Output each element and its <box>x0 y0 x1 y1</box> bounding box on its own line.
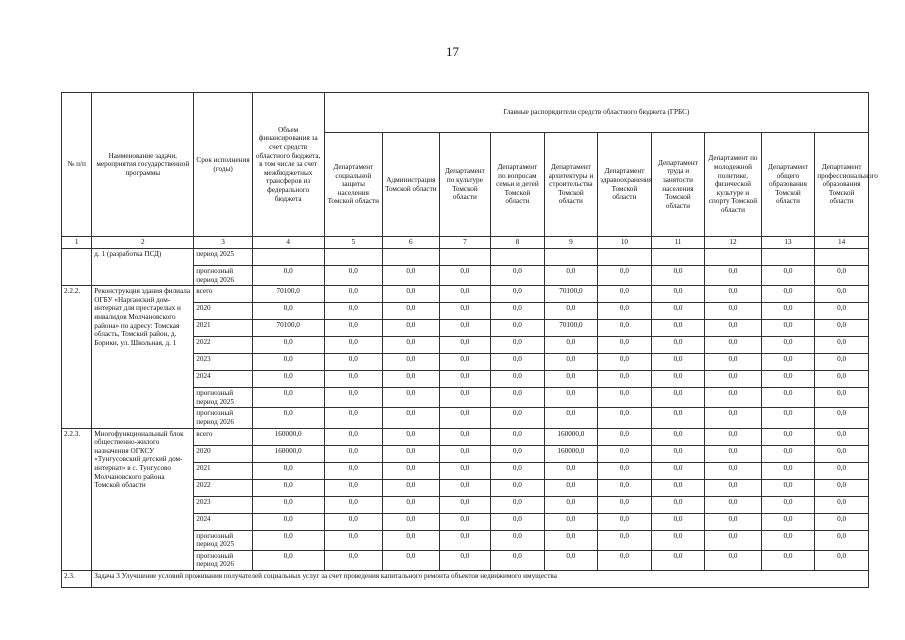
header-volume: Объем финансирования за счет средств областного бюджета, в том числе за счет межбюджетных трансферов из федерального бюджета <box>252 93 324 237</box>
row-value: 0,0 <box>705 530 762 550</box>
row-value: 0,0 <box>705 496 762 513</box>
header-grbs-2: Администрация Томской области <box>383 133 440 237</box>
row-value: 0,0 <box>598 462 652 479</box>
row-period: 2024 <box>194 371 253 388</box>
row-value: 0,0 <box>761 445 815 462</box>
row-value: 0,0 <box>761 388 815 408</box>
row-period: 2021 <box>194 462 253 479</box>
row-value: 0,0 <box>651 513 705 530</box>
row-value: 0,0 <box>815 303 869 320</box>
row-value: 0,0 <box>598 388 652 408</box>
row-value: 0,0 <box>598 266 652 286</box>
table-row <box>62 249 869 266</box>
row-name: Многофункциональный блок общественно-жилого назначения ОГКСУ «Тунгусовский детский дом-интернат» в с. Тунгусово Молчановского района Томской области <box>92 428 194 570</box>
row-value: 0,0 <box>761 496 815 513</box>
row-value <box>252 249 324 266</box>
row-value: 0,0 <box>761 320 815 337</box>
task-row <box>62 570 869 587</box>
row-value: 0,0 <box>324 408 383 428</box>
row-value: 0,0 <box>491 445 545 462</box>
row-value: 0,0 <box>651 496 705 513</box>
row-value: 0,0 <box>815 408 869 428</box>
row-value: 0,0 <box>544 337 598 354</box>
row-value: 0,0 <box>383 303 440 320</box>
row-value: 0,0 <box>815 530 869 550</box>
column-number: 9 <box>544 237 598 249</box>
row-value: 0,0 <box>252 371 324 388</box>
row-period: 2024 <box>194 513 253 530</box>
row-value: 0,0 <box>439 266 491 286</box>
row-value: 0,0 <box>252 408 324 428</box>
row-value: 0,0 <box>439 550 491 570</box>
row-value: 0,0 <box>324 550 383 570</box>
row-value: 0,0 <box>324 530 383 550</box>
row-value: 0,0 <box>324 354 383 371</box>
column-number: 3 <box>194 237 253 249</box>
row-value: 0,0 <box>544 371 598 388</box>
page-number: 17 <box>446 44 459 59</box>
row-value: 0,0 <box>439 354 491 371</box>
row-value: 0,0 <box>252 266 324 286</box>
row-value: 0,0 <box>705 337 762 354</box>
row-value: 0,0 <box>651 479 705 496</box>
row-value: 0,0 <box>815 354 869 371</box>
budget-table <box>61 92 878 588</box>
row-value: 160000,0 <box>544 428 598 445</box>
row-value: 0,0 <box>815 388 869 408</box>
header-grbs-6: Департамент здравоохранения Томской области <box>598 133 652 237</box>
row-value: 0,0 <box>491 266 545 286</box>
column-number: 8 <box>491 237 545 249</box>
row-value: 0,0 <box>651 354 705 371</box>
row-value: 0,0 <box>815 320 869 337</box>
row-value: 0,0 <box>544 550 598 570</box>
row-value: 0,0 <box>705 408 762 428</box>
column-number: 11 <box>651 237 705 249</box>
row-value: 0,0 <box>491 428 545 445</box>
row-period: 2023 <box>194 496 253 513</box>
row-value: 0,0 <box>761 408 815 428</box>
row-value: 0,0 <box>761 479 815 496</box>
row-value: 0,0 <box>598 513 652 530</box>
row-period: 2022 <box>194 337 253 354</box>
row-value: 0,0 <box>761 462 815 479</box>
row-value: 0,0 <box>544 408 598 428</box>
row-value: 0,0 <box>544 354 598 371</box>
row-value: 0,0 <box>815 479 869 496</box>
row-value <box>815 249 869 266</box>
row-value: 0,0 <box>598 530 652 550</box>
row-value: 0,0 <box>383 388 440 408</box>
row-value: 160000,0 <box>252 445 324 462</box>
row-value: 70100,0 <box>252 320 324 337</box>
row-value: 0,0 <box>439 462 491 479</box>
row-value: 0,0 <box>324 266 383 286</box>
row-value: 0,0 <box>761 337 815 354</box>
row-value: 0,0 <box>324 445 383 462</box>
row-value: 0,0 <box>383 496 440 513</box>
column-number: 10 <box>598 237 652 249</box>
header-num: № п/п <box>62 93 92 237</box>
row-value: 0,0 <box>598 303 652 320</box>
row-value: 0,0 <box>324 303 383 320</box>
column-number: 1 <box>62 237 92 249</box>
row-value: 0,0 <box>761 530 815 550</box>
row-name: Реконструкция здания филиала ОГБУ «Нарганский дом-интернат для престарелых и инвалидов Молчановского района» по адресу: Томская область, Томский район, д. Борики, ул. Школьная, д. 1 <box>92 286 194 428</box>
row-value: 160000,0 <box>252 428 324 445</box>
row-value: 0,0 <box>544 462 598 479</box>
row-value: 0,0 <box>439 428 491 445</box>
row-value: 0,0 <box>651 408 705 428</box>
row-value: 0,0 <box>383 530 440 550</box>
row-value: 0,0 <box>598 550 652 570</box>
row-period: период 2025 <box>194 249 253 266</box>
row-value: 0,0 <box>439 479 491 496</box>
row-value: 0,0 <box>598 479 652 496</box>
row-value <box>324 249 383 266</box>
row-value: 0,0 <box>705 320 762 337</box>
row-value: 0,0 <box>815 496 869 513</box>
header-grbs-8: Департамент по молодежной политике, физической культуре и спорту Томской области <box>705 133 762 237</box>
row-value: 0,0 <box>761 354 815 371</box>
row-period: прогнозный период 2025 <box>194 388 253 408</box>
row-value: 0,0 <box>544 530 598 550</box>
row-value: 0,0 <box>439 320 491 337</box>
row-value: 0,0 <box>324 388 383 408</box>
row-value: 0,0 <box>439 445 491 462</box>
row-value <box>651 249 705 266</box>
row-value: 0,0 <box>705 550 762 570</box>
row-value: 0,0 <box>651 337 705 354</box>
row-value: 0,0 <box>761 550 815 570</box>
row-value: 0,0 <box>705 371 762 388</box>
row-value: 70100,0 <box>544 286 598 303</box>
row-value: 0,0 <box>598 408 652 428</box>
row-value <box>705 249 762 266</box>
row-value: 0,0 <box>324 337 383 354</box>
row-value: 0,0 <box>815 428 869 445</box>
row-value: 0,0 <box>815 371 869 388</box>
row-value: 0,0 <box>324 496 383 513</box>
row-value: 0,0 <box>815 462 869 479</box>
row-value: 0,0 <box>761 513 815 530</box>
row-period: 2020 <box>194 445 253 462</box>
row-value: 0,0 <box>651 303 705 320</box>
row-value: 0,0 <box>598 354 652 371</box>
row-value: 0,0 <box>544 266 598 286</box>
row-value: 0,0 <box>383 286 440 303</box>
row-value: 0,0 <box>705 479 762 496</box>
row-value: 0,0 <box>651 320 705 337</box>
row-value: 0,0 <box>544 388 598 408</box>
row-value: 0,0 <box>252 303 324 320</box>
row-value: 0,0 <box>651 550 705 570</box>
row-value: 0,0 <box>761 303 815 320</box>
row-value: 0,0 <box>598 371 652 388</box>
row-value: 0,0 <box>815 445 869 462</box>
column-number: 2 <box>92 237 194 249</box>
row-value: 0,0 <box>439 337 491 354</box>
row-value: 0,0 <box>383 408 440 428</box>
row-value: 0,0 <box>439 513 491 530</box>
row-value: 0,0 <box>651 445 705 462</box>
row-value: 0,0 <box>491 354 545 371</box>
row-value <box>544 249 598 266</box>
row-value: 0,0 <box>705 445 762 462</box>
header-period: Срок исполнения (годы) <box>194 93 253 237</box>
row-period: прогнозный период 2026 <box>194 266 253 286</box>
row-value: 0,0 <box>252 530 324 550</box>
row-value: 0,0 <box>761 286 815 303</box>
row-value: 0,0 <box>252 388 324 408</box>
row-period: 2020 <box>194 303 253 320</box>
row-period: всего <box>194 286 253 303</box>
row-value: 0,0 <box>651 388 705 408</box>
row-period: всего <box>194 428 253 445</box>
header-grbs-9: Департамент общего образования Томской области <box>761 133 815 237</box>
row-value: 0,0 <box>491 388 545 408</box>
row-value: 0,0 <box>544 513 598 530</box>
row-value: 0,0 <box>761 266 815 286</box>
table-row <box>62 286 869 303</box>
row-value: 0,0 <box>705 266 762 286</box>
row-value: 0,0 <box>491 337 545 354</box>
row-value: 0,0 <box>383 266 440 286</box>
row-value: 0,0 <box>491 550 545 570</box>
row-value: 0,0 <box>544 303 598 320</box>
row-value: 0,0 <box>383 462 440 479</box>
row-value: 0,0 <box>324 479 383 496</box>
header-grbs-3: Департамент по культуре Томской области <box>439 133 491 237</box>
row-value: 0,0 <box>252 496 324 513</box>
row-period: прогнозный период 2026 <box>194 550 253 570</box>
row-value: 0,0 <box>383 371 440 388</box>
row-value: 0,0 <box>544 479 598 496</box>
row-value: 0,0 <box>815 266 869 286</box>
row-value: 0,0 <box>815 550 869 570</box>
row-value: 0,0 <box>491 496 545 513</box>
row-value: 0,0 <box>324 371 383 388</box>
row-value: 0,0 <box>598 496 652 513</box>
header-grbs-1: Департамент социальной защиты населения Томской области <box>324 133 383 237</box>
row-value: 0,0 <box>383 320 440 337</box>
header-grbs-7: Департамент труда и занятости населения Томской области <box>651 133 705 237</box>
row-value: 0,0 <box>252 337 324 354</box>
row-value: 0,0 <box>439 408 491 428</box>
column-number: 13 <box>761 237 815 249</box>
row-value: 0,0 <box>705 388 762 408</box>
row-value: 0,0 <box>252 354 324 371</box>
row-value: 0,0 <box>383 354 440 371</box>
header-grbs-5: Департамент архитектуры и строительства Томской области <box>544 133 598 237</box>
row-number: 2.2.3. <box>62 428 92 570</box>
row-value <box>761 249 815 266</box>
row-value: 0,0 <box>651 266 705 286</box>
row-value: 0,0 <box>544 496 598 513</box>
row-number <box>62 249 92 286</box>
row-value: 0,0 <box>651 371 705 388</box>
row-value: 0,0 <box>651 286 705 303</box>
row-value: 0,0 <box>705 428 762 445</box>
row-value: 0,0 <box>705 354 762 371</box>
task-text: Задача 3 Улучшение условий проживания получателей социальных услуг за счет проведения капитального ремонта объектов недвижимого имущества <box>92 570 869 587</box>
row-value: 0,0 <box>598 320 652 337</box>
row-value: 0,0 <box>705 462 762 479</box>
row-value: 0,0 <box>705 513 762 530</box>
row-value: 0,0 <box>324 428 383 445</box>
row-value: 160000,0 <box>544 445 598 462</box>
header-name: Наименование задачи, мероприятия государственной программы <box>92 93 194 237</box>
row-period: 2021 <box>194 320 253 337</box>
row-value: 0,0 <box>491 371 545 388</box>
header-grbs-10: Департамент профессионального образования Томской области <box>815 133 869 237</box>
row-value: 0,0 <box>324 286 383 303</box>
row-value: 0,0 <box>651 530 705 550</box>
row-value: 0,0 <box>439 496 491 513</box>
row-value: 0,0 <box>815 286 869 303</box>
row-value: 0,0 <box>491 479 545 496</box>
table-row <box>62 428 869 445</box>
column-number: 12 <box>705 237 762 249</box>
row-value: 0,0 <box>598 337 652 354</box>
row-number: 2.2.2. <box>62 286 92 428</box>
row-period: прогнозный период 2025 <box>194 530 253 550</box>
row-value: 0,0 <box>491 286 545 303</box>
row-value <box>598 249 652 266</box>
row-value: 0,0 <box>815 513 869 530</box>
row-value: 0,0 <box>491 320 545 337</box>
row-value: 0,0 <box>252 513 324 530</box>
column-number: 6 <box>383 237 440 249</box>
row-value: 0,0 <box>383 337 440 354</box>
row-value: 0,0 <box>705 286 762 303</box>
row-value: 0,0 <box>439 530 491 550</box>
row-value: 0,0 <box>324 513 383 530</box>
row-value: 0,0 <box>383 550 440 570</box>
row-value: 0,0 <box>598 428 652 445</box>
row-value: 0,0 <box>383 445 440 462</box>
row-value: 0,0 <box>252 550 324 570</box>
task-number: 2.3. <box>62 570 92 587</box>
row-value: 0,0 <box>324 320 383 337</box>
row-value: 0,0 <box>324 462 383 479</box>
row-value: 0,0 <box>439 371 491 388</box>
row-value <box>491 249 545 266</box>
row-value <box>383 249 440 266</box>
row-value: 0,0 <box>383 428 440 445</box>
row-value <box>439 249 491 266</box>
column-number: 7 <box>439 237 491 249</box>
header-grbs-title: Главные распорядители средств областного бюджета (ГРБС) <box>324 93 868 133</box>
row-value: 0,0 <box>491 408 545 428</box>
header-grbs-4: Департамент по вопросам семьи и детей Томской области <box>491 133 545 237</box>
row-value: 0,0 <box>491 462 545 479</box>
row-value: 70100,0 <box>544 320 598 337</box>
column-number: 14 <box>815 237 869 249</box>
row-value: 0,0 <box>761 428 815 445</box>
row-value: 0,0 <box>252 479 324 496</box>
row-period: прогнозный период 2026 <box>194 408 253 428</box>
row-value: 70100,0 <box>252 286 324 303</box>
row-period: 2023 <box>194 354 253 371</box>
row-value: 0,0 <box>815 337 869 354</box>
row-value: 0,0 <box>761 371 815 388</box>
column-number: 4 <box>252 237 324 249</box>
column-number: 5 <box>324 237 383 249</box>
row-name: д. 1 (разработка ПСД) <box>92 249 194 286</box>
row-value: 0,0 <box>439 388 491 408</box>
row-value: 0,0 <box>491 303 545 320</box>
row-value: 0,0 <box>383 479 440 496</box>
row-period: 2022 <box>194 479 253 496</box>
row-value: 0,0 <box>439 303 491 320</box>
row-value: 0,0 <box>598 445 652 462</box>
row-value: 0,0 <box>383 513 440 530</box>
row-value: 0,0 <box>252 462 324 479</box>
row-value: 0,0 <box>491 513 545 530</box>
row-value: 0,0 <box>491 530 545 550</box>
row-value: 0,0 <box>651 428 705 445</box>
row-value: 0,0 <box>439 286 491 303</box>
row-value: 0,0 <box>598 286 652 303</box>
row-value: 0,0 <box>705 303 762 320</box>
row-value: 0,0 <box>651 462 705 479</box>
